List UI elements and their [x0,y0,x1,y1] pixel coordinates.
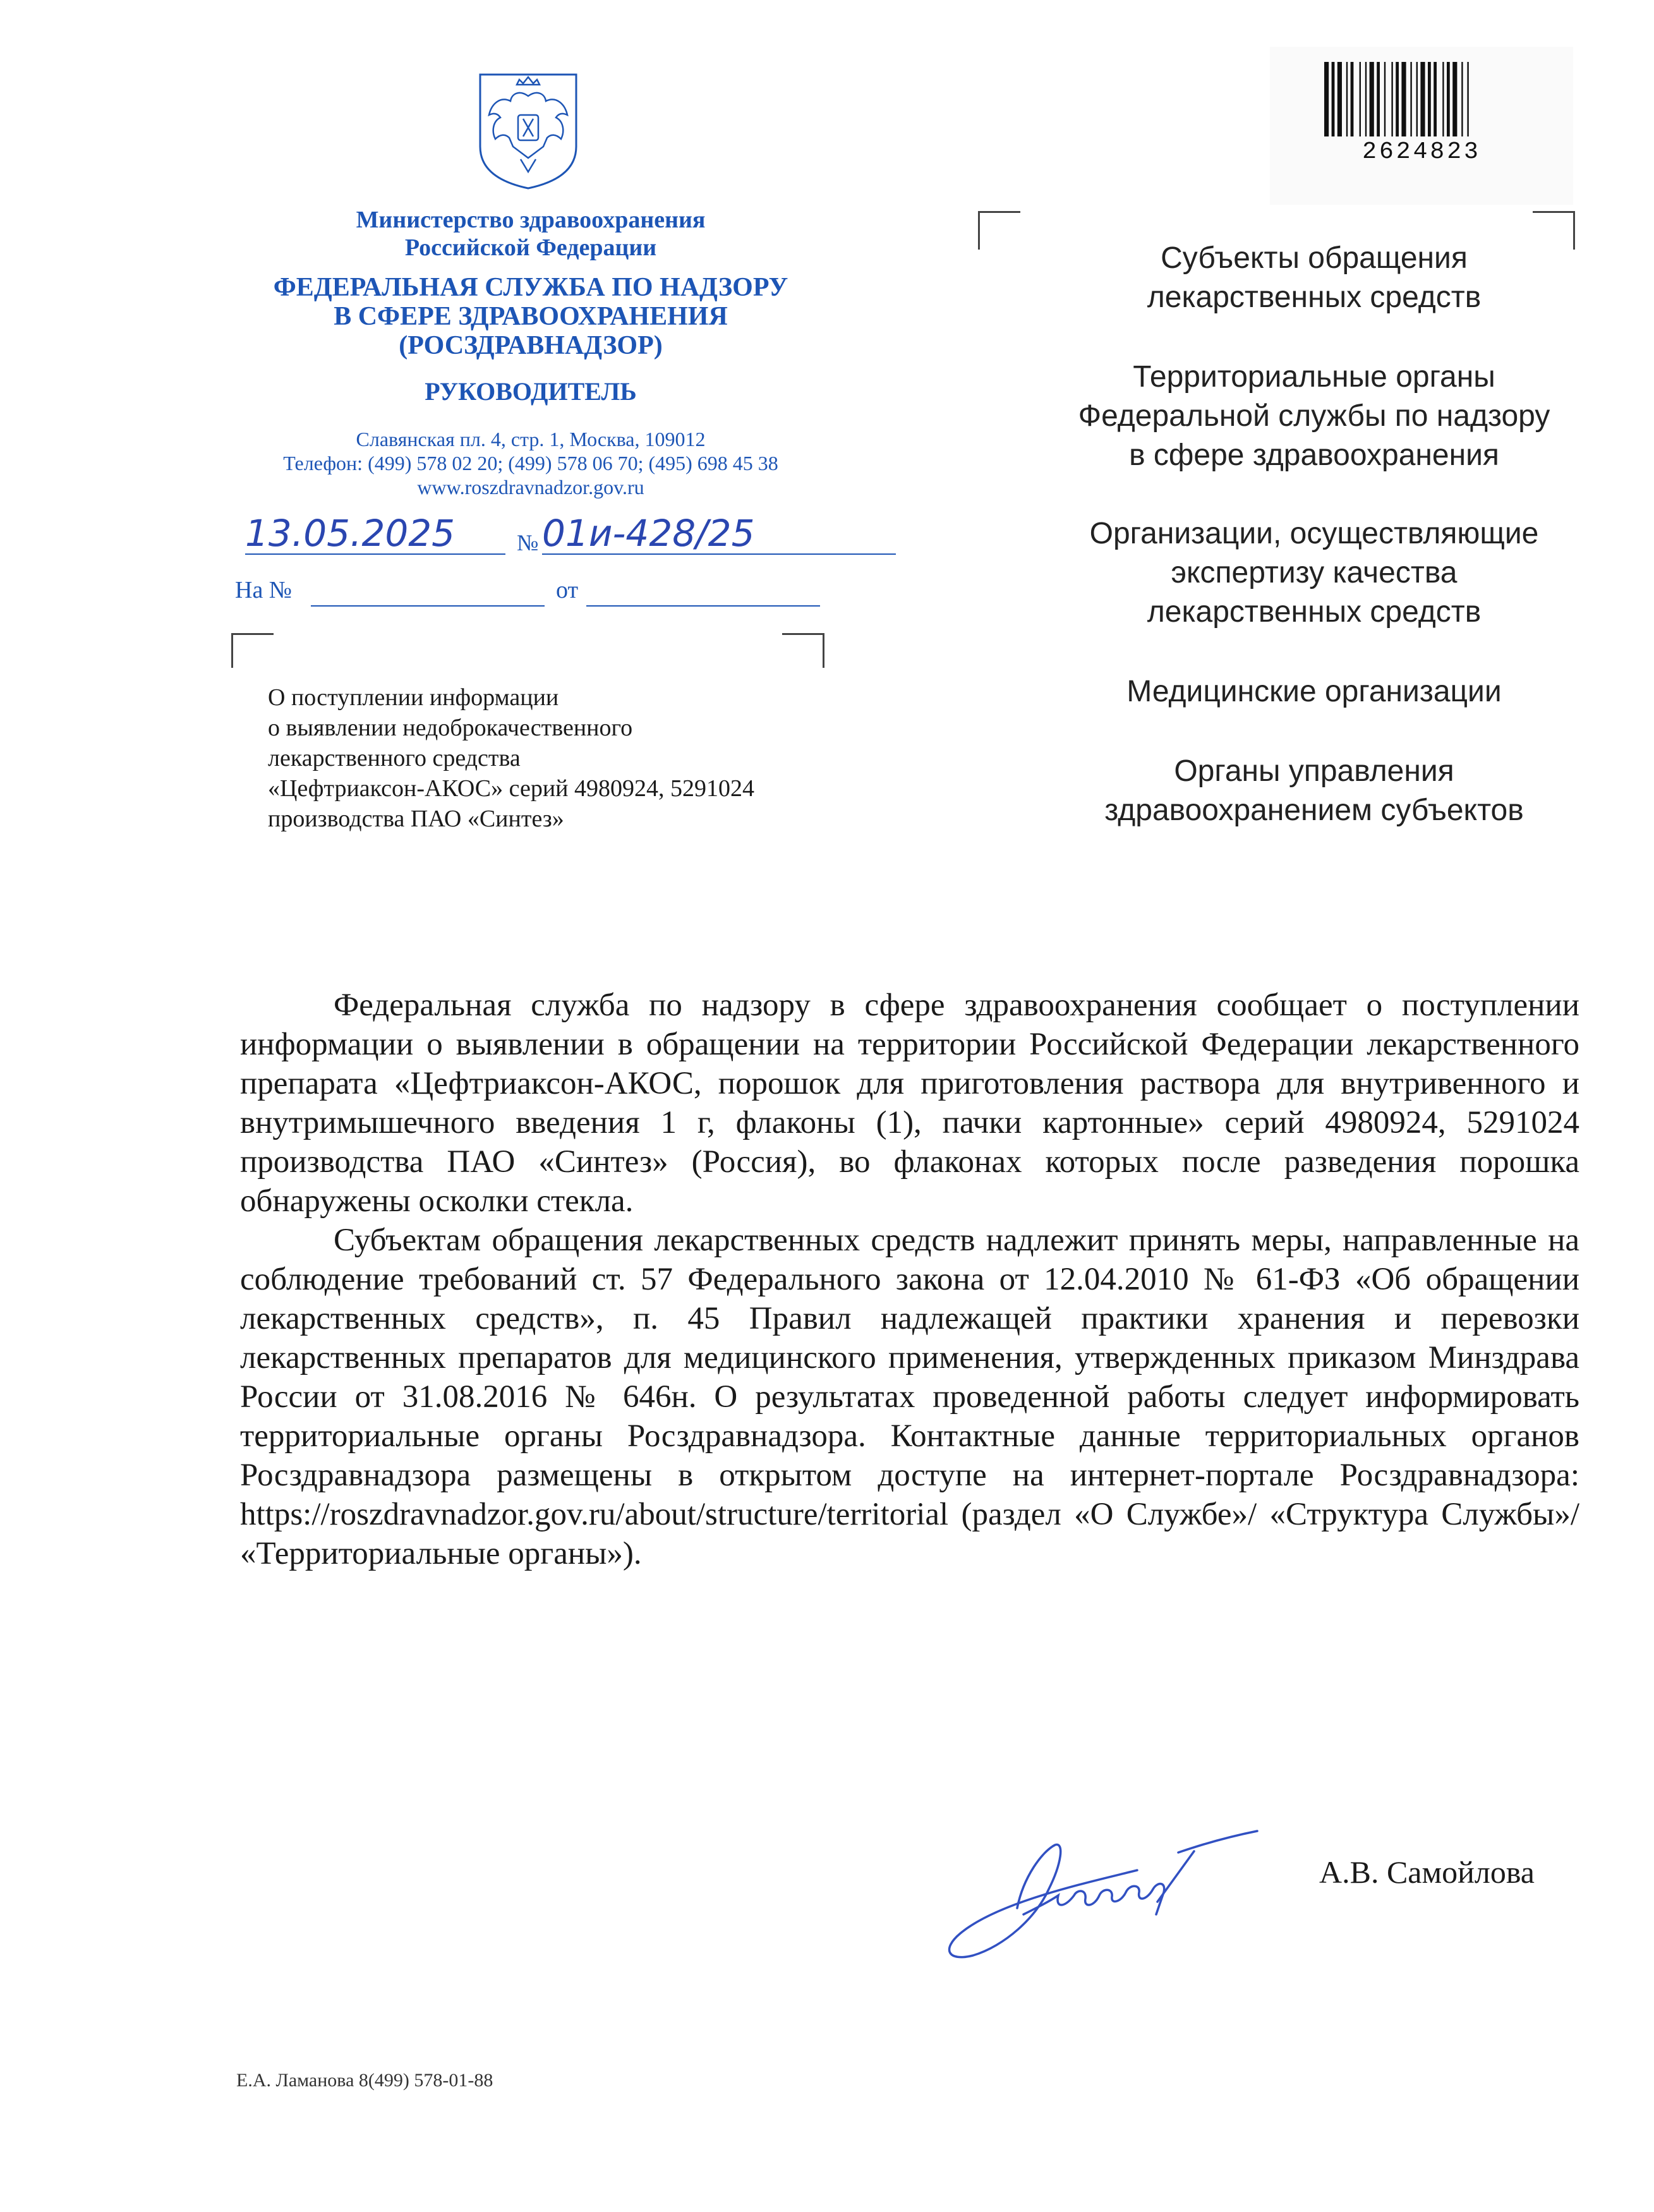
position-title: РУКОВОДИТЕЛЬ [425,377,637,406]
barcode-number: 2624823 [1362,138,1481,166]
addressee-2-line-1: Территориальные органы [1133,360,1495,394]
ministry-line-2: Российской Федерации [404,234,657,261]
registration-number-label: № [517,530,539,555]
barcode-bar [1391,62,1392,136]
coat-of-arms-emblem [475,71,581,191]
barcode-bar [1447,62,1450,136]
barcode-bar [1324,62,1329,136]
barcode-bar [1332,62,1335,136]
service-name [227,273,834,360]
subject-line-3: лекарственного средства [268,745,521,771]
registration-date: 13.05.2025 [245,513,505,555]
body-paragraph-2: Субъектам обращения лекарственных средств надлежит принять меры, направленные на соблюдение требований ст. 57 Федерального закона от 12.04.2010 № 61-ФЗ «Об обращении лекарственных средств», п. 45 Правил надлежащей практики хранения и перевозки лекарственных препаратов для медицинского применения, утвержденных приказом Минздрава России от 31.08.2016 № 646н. О результатах проведенной работы следует информировать территориальные органы Росздравнадзора. Контактные данные территориальных органов Росздравнадзора размещены в открытом доступе на интернет-портале Росздравнадзора: https://roszdravnadzor.gov.ru/about/structure/territorial (раздел «О Службе»/ «Структура Службы»/ «Территориальные органы»). [240,1223,1579,1571]
barcode [1270,47,1573,205]
signer-name: А.В. Самойлова [1319,1854,1535,1890]
barcode-bar [1420,62,1425,136]
reference-date-line [586,605,820,607]
body-paragraph-1: Федеральная служба по надзору в сфере здравоохранения сообщает о поступлении информации о выявлении в обращении на территории Российской Федерации лекарственного препарата «Цефтриаксон-АКОС, порошок для приготовления раствора для внутривенного и внутримышечного введения 1 г, флаконы (1), пачки картонные» серий 4980924, 5291024 производства ПАО «Синтез» (Россия), во флаконах которых после разведения порошка обнаружены осколки стекла. [240,988,1579,1219]
ministry-line-1: Министерство здравоохранения [356,207,706,233]
service-line-2: В СФЕРЕ ЗДРАВООХРАНЕНИЯ [334,302,728,331]
barcode-bar [1365,62,1367,136]
reference-number-line [311,605,545,607]
phone: Телефон: (499) 578 02 20; (499) 578 06 70; (495) 698 45 38 [283,452,778,474]
barcode-bar [1467,62,1468,136]
reference-date-label: от [556,577,579,603]
barcode-bar [1360,62,1361,136]
barcode-bar [1452,62,1457,136]
addressee-5-line-2: здравоохранением субъектов [1104,794,1524,827]
service-line-1: ФЕДЕРАЛЬНАЯ СЛУЖБА ПО НАДЗОРУ [273,273,788,302]
barcode-bar [1416,62,1418,136]
barcode-bar [1410,62,1411,136]
barcode-bar [1351,62,1354,136]
subject-line-4: «Цефтриаксон-АКОС» серий 4980924, 5291024 [268,775,755,802]
addressee-2-line-2: Федеральной службы по надзору [1078,399,1550,433]
addressee-2-line-3: в сфере здравоохранения [1129,438,1499,472]
addressee-3-line-1: Организации, осуществляющие [1089,517,1539,550]
contact-block [227,427,834,499]
subject-line-1: О поступлении информации [268,684,559,711]
addressee-4 [1042,672,1586,711]
addressee-3-line-2: экспертизу качества [1171,556,1458,589]
barcode-bar [1384,62,1385,136]
addressee-3 [1042,514,1586,632]
barcode-bar [1428,62,1431,136]
addressee-5 [1042,752,1586,830]
addressee-1 [1042,239,1586,317]
subject-line-2: о выявлении недоброкачественного [268,715,633,741]
registration-number: 01и-428/25 [542,513,896,555]
subject-bracket-left [231,633,274,668]
barcode-bar [1442,62,1444,136]
subject-block [268,682,900,834]
addressee-3-line-3: лекарственных средств [1147,595,1482,629]
barcode-bar [1370,62,1374,136]
reference-number-label: На № [235,577,293,603]
addressee-4-line-1: Медицинские организации [1126,675,1502,708]
executor-contact: Е.А. Ламанова 8(499) 578-01-88 [236,2070,493,2091]
subject-bracket-right [782,633,824,668]
addressee-bracket-left [978,211,1020,250]
website: www.roszdravnadzor.gov.ru [417,476,644,499]
barcode-bar [1434,62,1437,136]
letter-body [240,986,1579,1573]
barcode-bar [1346,62,1348,136]
subject-line-5: производства ПАО «Синтез» [268,806,564,832]
barcode-bar [1401,62,1406,136]
barcode-bar [1461,62,1463,136]
service-line-3: (РОСЗДРАВНАДЗОР) [399,331,663,360]
barcode-bar [1396,62,1399,136]
addressee-2 [1042,358,1586,475]
addressee-1-line-1: Субъекты обращения [1161,241,1468,275]
address: Славянская пл. 4, стр. 1, Москва, 109012 [356,428,706,450]
handwritten-signature [929,1807,1358,1978]
ministry-name [227,206,834,262]
barcode-bar [1377,62,1380,136]
addressee-1-line-2: лекарственных средств [1147,281,1482,314]
barcode-bar [1337,62,1342,136]
addressee-5-line-1: Органы управления [1174,754,1454,788]
